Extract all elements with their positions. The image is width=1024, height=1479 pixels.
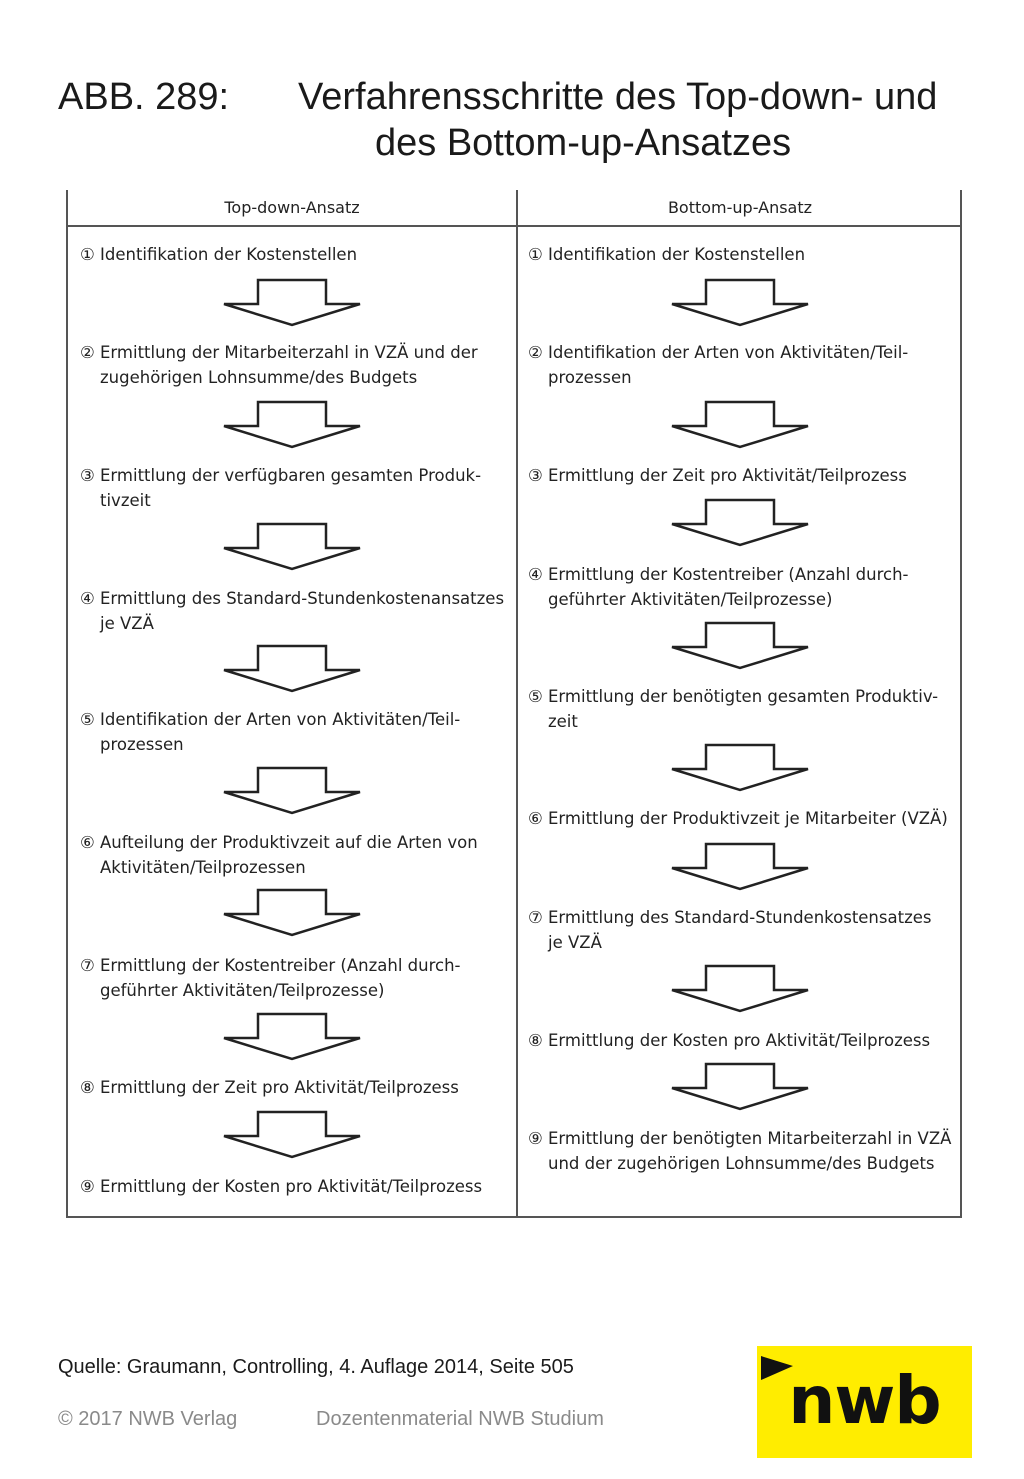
- down-arrow-icon: [668, 743, 812, 793]
- title-line-2: des Bottom-up-Ansatzes: [375, 122, 792, 164]
- step-number: ②: [528, 343, 543, 362]
- right-step-6: [528, 806, 958, 831]
- left-step-6: [80, 830, 510, 880]
- step-number: ⑨: [80, 1177, 95, 1196]
- down-arrow-icon: [220, 278, 364, 328]
- step-number: ⑤: [80, 710, 95, 729]
- down-arrow-icon: [220, 888, 364, 938]
- down-arrow-icon: [668, 621, 812, 671]
- material-label: Dozentenmaterial NWB Studium: [316, 1408, 604, 1430]
- right-step-2: [528, 340, 958, 390]
- source-citation: Quelle: Graumann, Controlling, 4. Auflage 2014, Seite 505: [58, 1356, 574, 1378]
- step-number: ⑧: [528, 1031, 543, 1050]
- left-step-2: [80, 340, 510, 390]
- left-step-5: [80, 707, 510, 757]
- left-step-7: [80, 953, 510, 1003]
- step-text: Ermittlung des Standard-Stundenkostenansatzes je VZÄ: [100, 589, 505, 633]
- left-step-8: [80, 1075, 510, 1100]
- left-step-3: [80, 463, 510, 513]
- step-number: ⑧: [80, 1078, 95, 1097]
- step-text: Ermittlung der Zeit pro Aktivität/Teilprozess: [100, 1078, 459, 1097]
- nwb-logo: [757, 1346, 972, 1458]
- right-step-9: [528, 1126, 958, 1176]
- down-arrow-icon: [220, 1110, 364, 1160]
- down-arrow-icon: [220, 1012, 364, 1062]
- step-text: Identifikation der Kostenstellen: [548, 245, 806, 264]
- down-arrow-icon: [668, 964, 812, 1014]
- header-rule: [68, 225, 960, 227]
- step-number: ④: [80, 589, 95, 608]
- step-text: Ermittlung der Zeit pro Aktivität/Teilprozess: [548, 466, 907, 485]
- step-text: Identifikation der Arten von Aktivitäten/Teil- prozessen: [548, 343, 909, 387]
- column-divider: [516, 190, 518, 1216]
- step-number: ⑦: [80, 956, 95, 975]
- down-arrow-icon: [220, 400, 364, 450]
- step-text: Ermittlung der Produktivzeit je Mitarbeiter (VZÄ): [548, 809, 948, 828]
- down-arrow-icon: [668, 842, 812, 892]
- down-arrow-icon: [668, 400, 812, 450]
- title-line-1: Verfahrensschritte des Top-down- und: [298, 76, 938, 118]
- step-text: Ermittlung der Kostentreiber (Anzahl durch- geführter Aktivitäten/Teilprozesse): [548, 565, 909, 609]
- step-number: ⑤: [528, 687, 543, 706]
- figure-number: ABB. 289:: [58, 76, 230, 118]
- down-arrow-icon: [220, 766, 364, 816]
- logo-text: nwb: [788, 1362, 941, 1439]
- step-number: ⑥: [80, 833, 95, 852]
- down-arrow-icon: [668, 498, 812, 548]
- down-arrow-icon: [220, 522, 364, 572]
- process-comparison-figure: [66, 190, 962, 1218]
- step-text: Ermittlung der Kosten pro Aktivität/Teilprozess: [100, 1177, 483, 1196]
- top-down-header: Top-down-Ansatz: [224, 198, 360, 217]
- step-number: ③: [80, 466, 95, 485]
- down-arrow-icon: [220, 644, 364, 694]
- step-text: Ermittlung der verfügbaren gesamten Produk- tivzeit: [100, 466, 482, 510]
- step-number: ①: [528, 245, 543, 264]
- left-step-1: [80, 242, 510, 267]
- step-number: ④: [528, 565, 543, 584]
- bottom-up-header: Bottom-up-Ansatz: [667, 198, 813, 217]
- down-arrow-icon: [668, 1062, 812, 1112]
- right-step-8: [528, 1028, 958, 1053]
- step-text: Ermittlung der Mitarbeiterzahl in VZÄ und der zugehörigen Lohnsumme/des Budgets: [100, 343, 478, 387]
- step-text: Identifikation der Arten von Aktivitäten/Teil- prozessen: [100, 710, 461, 754]
- step-number: ①: [80, 245, 95, 264]
- step-text: Identifikation der Kostenstellen: [100, 245, 358, 264]
- step-text: Ermittlung der Kosten pro Aktivität/Teilprozess: [548, 1031, 931, 1050]
- right-step-5: [528, 684, 958, 734]
- left-step-4: [80, 586, 510, 636]
- step-number: ⑥: [528, 809, 543, 828]
- step-number: ②: [80, 343, 95, 362]
- left-step-9: [80, 1174, 510, 1199]
- copyright-notice: © 2017 NWB Verlag: [58, 1408, 238, 1430]
- right-step-3: [528, 463, 958, 488]
- step-text: Ermittlung der benötigten Mitarbeiterzahl in VZÄ und der zugehörigen Lohnsumme/des Budgets: [548, 1129, 952, 1173]
- step-number: ③: [528, 466, 543, 485]
- step-text: Ermittlung der Kostentreiber (Anzahl durch- geführter Aktivitäten/Teilprozesse): [100, 956, 461, 1000]
- step-text: Ermittlung des Standard-Stundenkostensatzes je VZÄ: [548, 908, 932, 952]
- right-step-7: [528, 905, 958, 955]
- step-number: ⑦: [528, 908, 543, 927]
- down-arrow-icon: [668, 278, 812, 328]
- right-step-4: [528, 562, 958, 612]
- step-number: ⑨: [528, 1129, 543, 1148]
- step-text: Ermittlung der benötigten gesamten Produktiv- zeit: [548, 687, 939, 731]
- right-step-1: [528, 242, 958, 267]
- step-text: Aufteilung der Produktivzeit auf die Arten von Aktivitäten/Teilprozessen: [100, 833, 478, 877]
